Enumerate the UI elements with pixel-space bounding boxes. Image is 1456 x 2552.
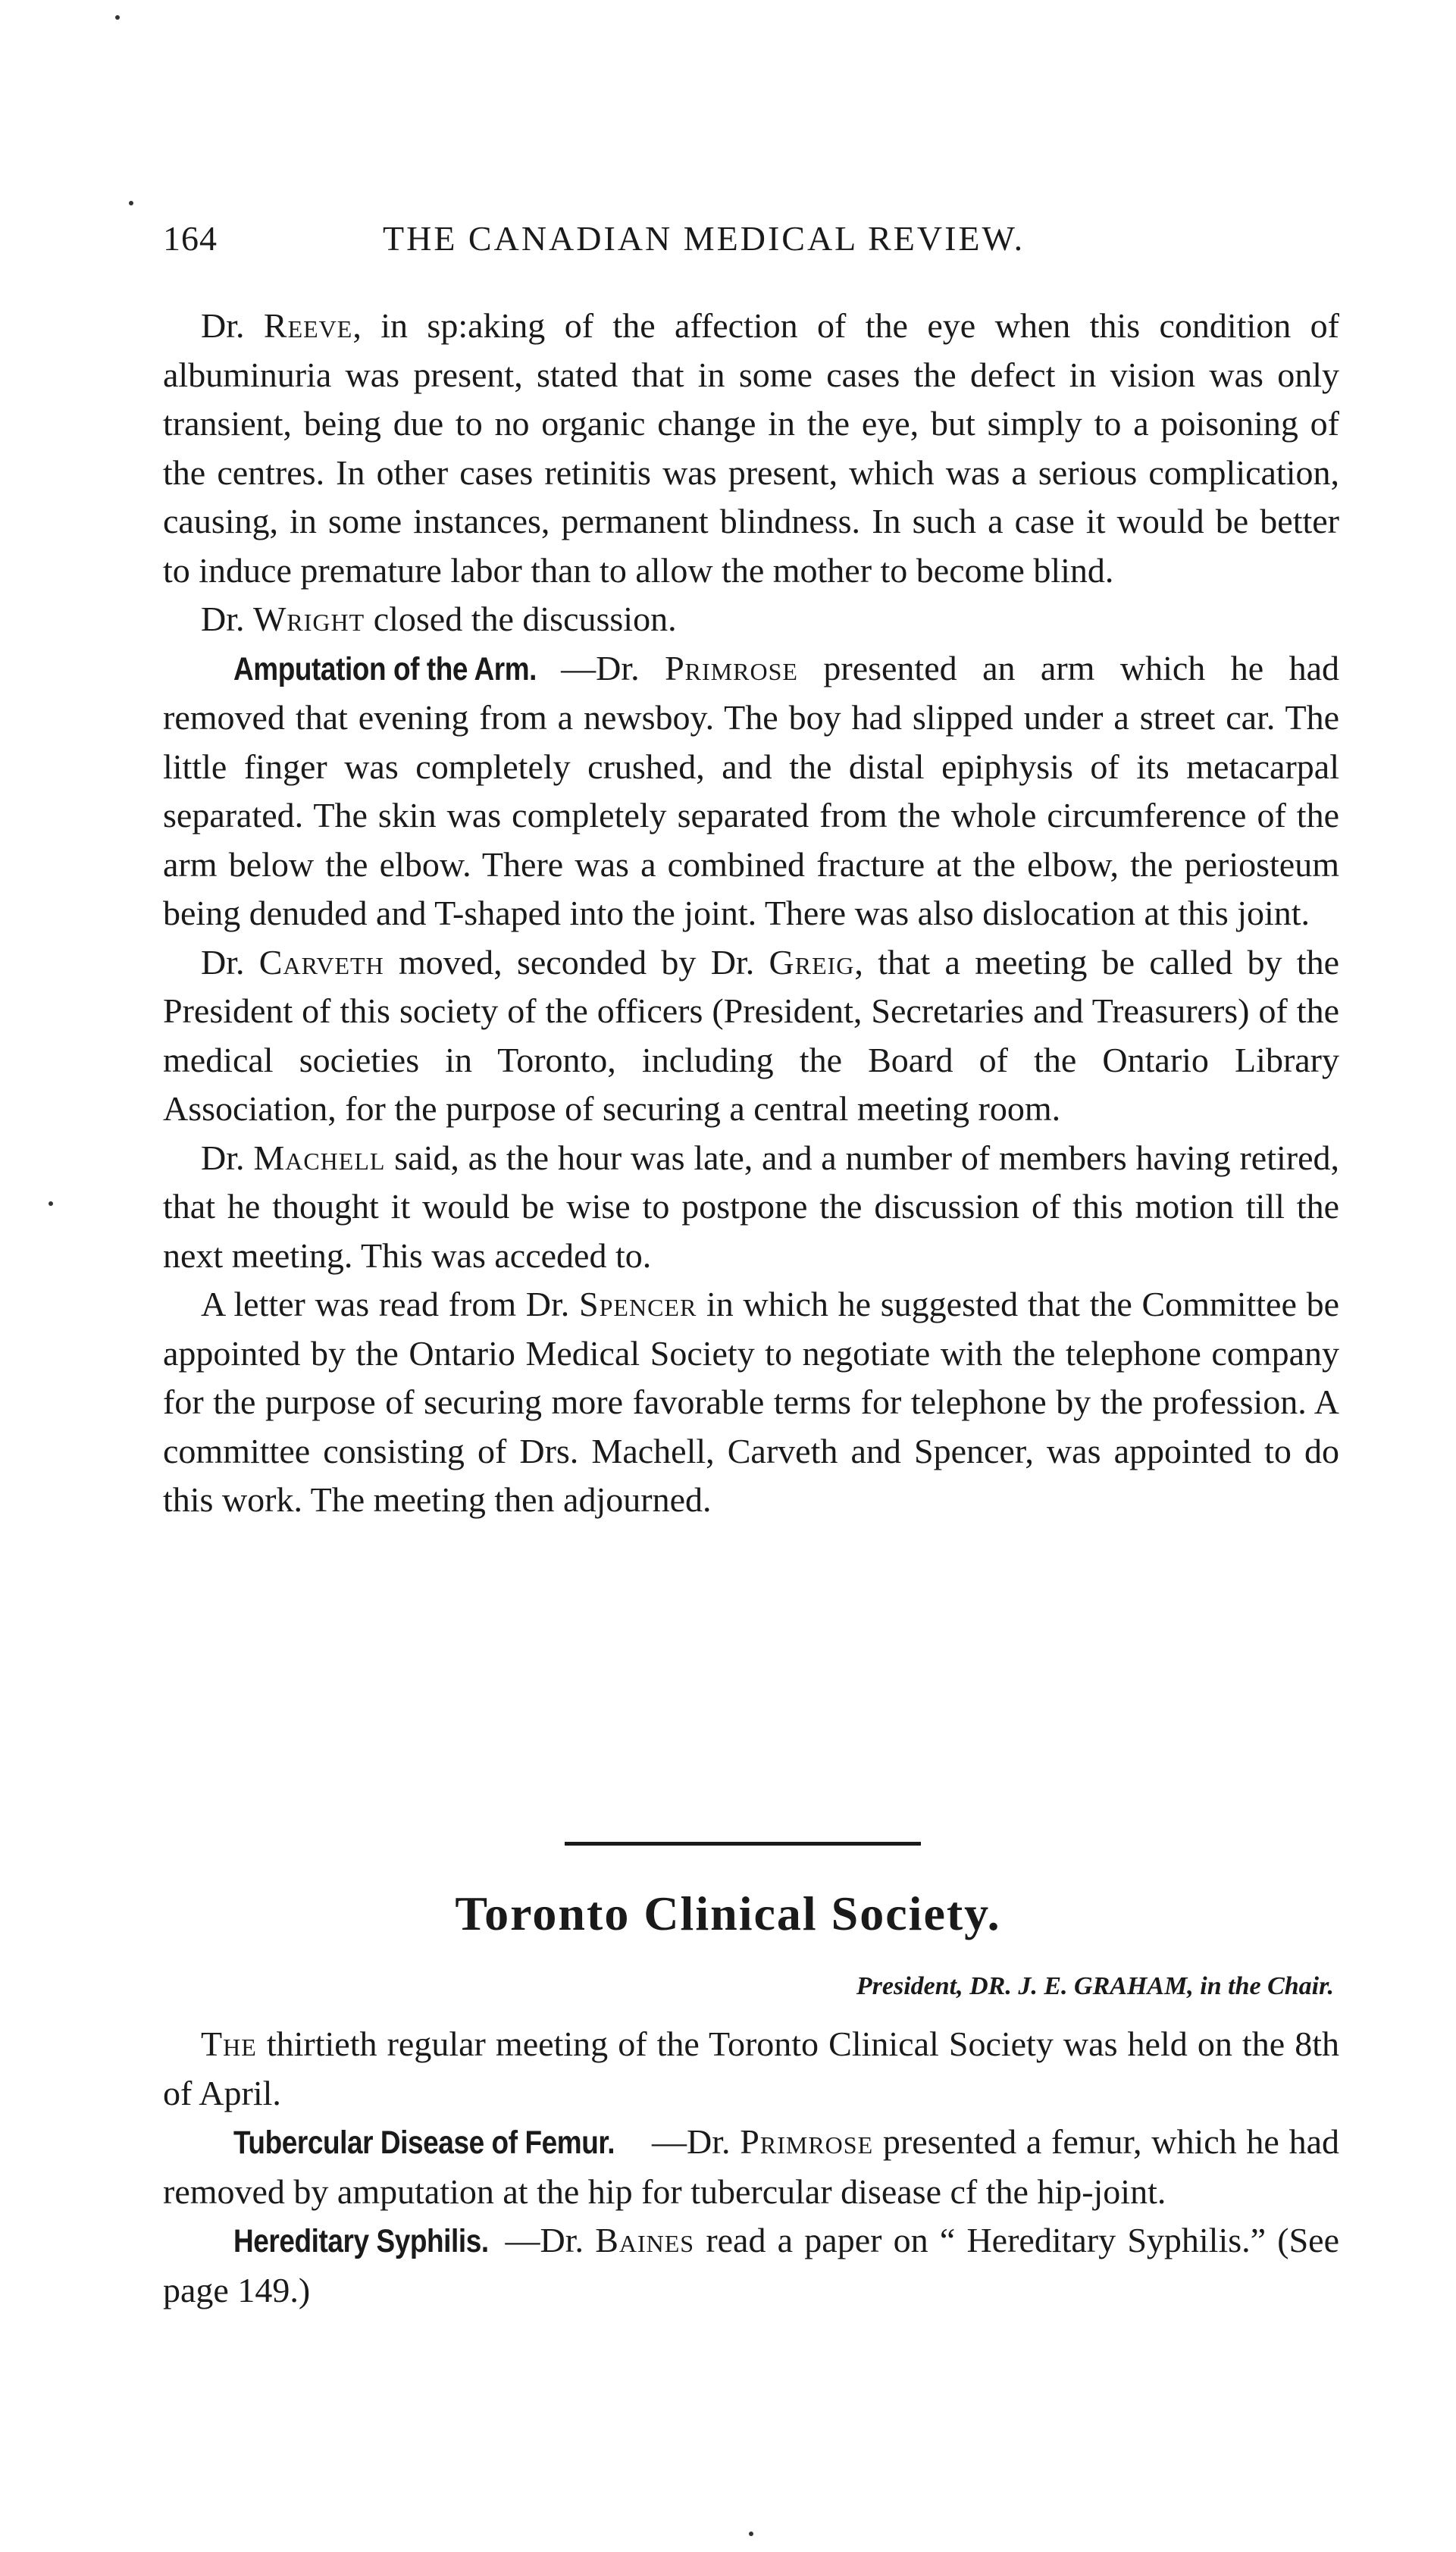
section-divider [565, 1842, 921, 1846]
opening-word: The [201, 2024, 257, 2063]
paragraph-wright [163, 595, 1339, 644]
paragraph-text: read a paper on “ Hereditary Syphilis.” (See page 149.) [163, 2221, 1339, 2309]
scan-speck [49, 1201, 53, 1206]
paragraph-syphilis [163, 2216, 1339, 2315]
proceedings-text [163, 302, 1339, 1525]
run-in-heading: Tubercular Disease of Femur. [233, 2125, 615, 2161]
paragraph-reeve [163, 302, 1339, 595]
text-lead: —Dr. [505, 2221, 584, 2259]
paragraph-text: thirtieth regular meeting of the Toronto Clinical Society was held on the 8th of April. [163, 2024, 1340, 2112]
run-in-heading: Amputation of the Arm. [233, 650, 537, 687]
paragraph-text: , that a meeting be called by the President of this society of the officers (President, Secretaries and Treasurers) of the medical societies in Toronto, including the Board of the Ontario Library Association, for the purpose of securing a central meeting room. [163, 942, 1339, 1128]
paragraph-machell [163, 1134, 1339, 1281]
speaker-name: Wright [253, 600, 365, 638]
paragraph-amputation [163, 644, 1339, 938]
text-lead: —Dr. [652, 2122, 731, 2161]
scan-speck [129, 201, 133, 205]
journal-title: THE CANADIAN MEDICAL REVIEW. [383, 219, 1025, 258]
speaker-name: Spencer [579, 1285, 697, 1323]
text-lead: Dr. [201, 306, 245, 345]
chair-line: President, DR. J. E. GRAHAM, in the Chair. [856, 1972, 1334, 2000]
paragraph-text: , in sp:aking of the affection of the eye when this condition of albuminuria was present, stated that in some cases the defect in vision was only transient, being due to no organic change in the eye, but simply to a poisoning of the centres. In other cases retinitis was present, which was a serious complication, causing, in some instances, permanent blindness. In such a case it would be better to induce premature labor than to allow the mother to become blind. [163, 306, 1339, 590]
text-lead: —Dr. [561, 648, 640, 687]
text-lead: Dr. [201, 600, 245, 638]
paragraph-text: presented a femur, which he had removed by amputation at the hip for tubercular disease cf the hip-joint. [163, 2122, 1340, 2211]
paragraph-femur [163, 2118, 1339, 2216]
speaker-name: Reeve [263, 306, 353, 345]
run-in-heading: Hereditary Syphilis. [233, 2223, 489, 2259]
scan-speck [749, 2532, 753, 2536]
clinical-society-text [163, 2020, 1339, 2315]
paragraph-carveth [163, 938, 1339, 1134]
section-title: Toronto Clinical Society. [455, 1887, 1001, 1940]
page-number: 164 [163, 219, 218, 258]
scan-speck [115, 15, 120, 20]
speaker-name: Carveth [258, 942, 384, 982]
paragraph-text: in which he suggested that the Committee be appointed by the Ontario Medical Society to negotiate with the telephone company for the purpose of securing more favorable terms for telephone by the profession. A committee consisting of Drs. Machell, Carveth and Spencer, was appointed to do this work. The meeting then adjourned. [163, 1285, 1340, 1519]
speaker-name: Greig [769, 942, 855, 982]
text-middle: moved, seconded by Dr. [398, 942, 755, 982]
paragraph-text: closed the discussion. [373, 600, 677, 638]
text-lead: Dr. [201, 942, 245, 982]
text-lead: Dr. [201, 1138, 245, 1177]
speaker-name: Primrose [665, 648, 798, 687]
speaker-name: Primrose [740, 2122, 874, 2161]
speaker-name: Machell [253, 1138, 386, 1177]
paragraph-text: said, as the hour was late, and a number of members having retired, that he thought it would be wise to postpone the discussion of this motion till the next meeting. This was acceded to. [163, 1138, 1339, 1275]
paragraph-meeting [163, 2020, 1339, 2118]
speaker-name: Baines [595, 2221, 695, 2259]
text-lead: A letter was read from Dr. [201, 1285, 570, 1323]
paragraph-spencer [163, 1280, 1339, 1525]
paragraph-text: presented an arm which he had removed that evening from a newsboy. The boy had slipped under a street car. The little finger was completely crushed, and the distal epiphysis of its metacarpal separated. The skin was completely separated from the whole circumference of the arm below the elbow. There was a combined fracture at the elbow, the periosteum being denuded and T-shaped into the joint. There was also dislocation at this joint. [163, 648, 1339, 932]
